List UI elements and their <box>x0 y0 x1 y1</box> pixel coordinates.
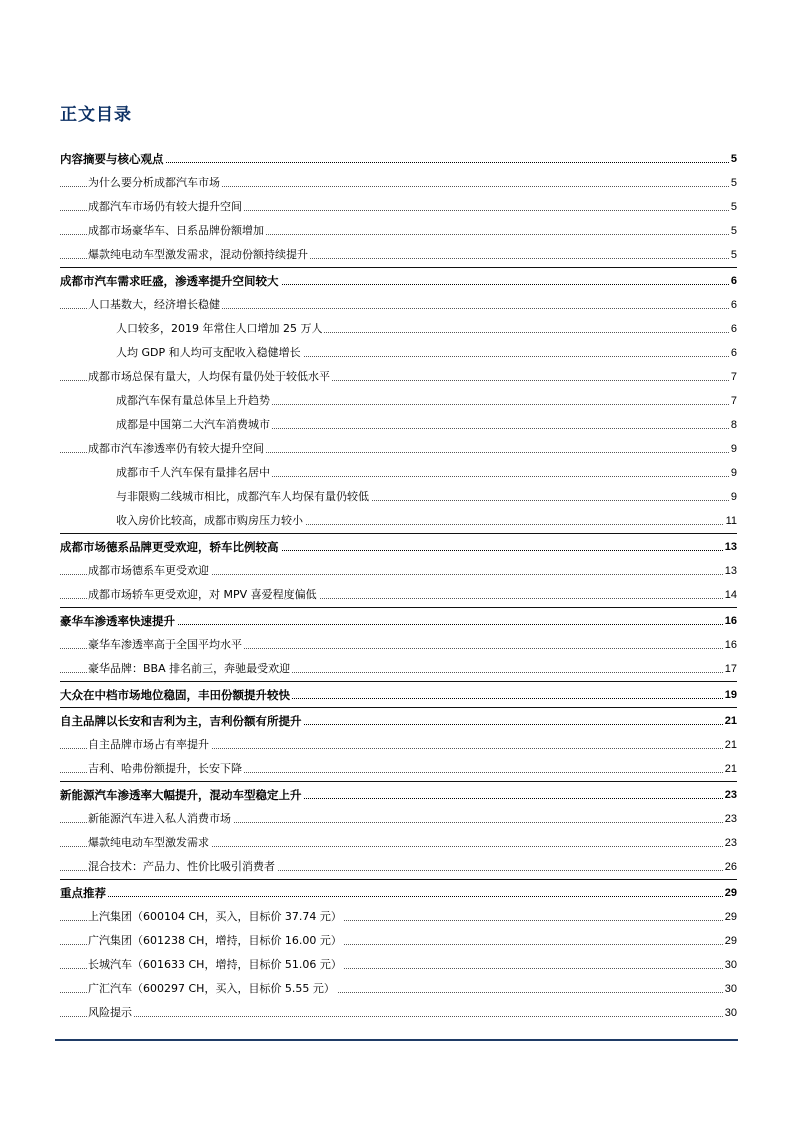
toc-entry-label: 成都市场轿车更受欢迎，对 MPV 喜爱程度偏低 <box>88 588 317 601</box>
toc-entry-page-number: 29 <box>724 935 737 947</box>
toc-entry-level-2[interactable] <box>60 1001 737 1025</box>
toc-entry-level-2[interactable] <box>60 365 737 389</box>
toc-entry-level-3[interactable] <box>60 485 737 509</box>
toc-entry-page-number: 30 <box>724 959 737 971</box>
toc-entry-level-2[interactable] <box>60 977 737 1001</box>
toc-entry-level-1[interactable] <box>60 269 737 293</box>
toc-entry-page-number: 5 <box>730 177 737 189</box>
toc-entry-level-2[interactable] <box>60 243 737 267</box>
toc-entry-label: 上汽集团（600104 CH，买入，目标价 37.74 元） <box>88 910 342 923</box>
toc-entry-page-number: 21 <box>724 715 737 727</box>
toc-entry-label: 吉利、哈弗份额提升，长安下降 <box>88 762 242 775</box>
toc-entry-level-1[interactable] <box>60 783 737 807</box>
toc-entry-page-number: 6 <box>730 323 737 335</box>
footer-rule <box>55 1039 738 1041</box>
toc-entry-level-3[interactable] <box>60 341 737 365</box>
toc-entry-page-number: 30 <box>724 1007 737 1019</box>
toc-entry-level-2[interactable] <box>60 657 737 681</box>
toc-entry-page-number: 9 <box>730 491 737 503</box>
toc-entry-page-number: 5 <box>730 153 737 165</box>
toc-entry-label: 与非限购二线城市相比，成都汽车人均保有量仍较低 <box>116 490 369 503</box>
toc-entry-label: 豪华车渗透率快速提升 <box>60 614 175 628</box>
toc-entry-level-1[interactable] <box>60 683 737 707</box>
toc-entry-label: 成都汽车保有量总体呈上升趋势 <box>116 394 270 407</box>
toc-entry-page-number: 5 <box>730 201 737 213</box>
toc-entry-level-2[interactable] <box>60 219 737 243</box>
toc-entry-page-number: 7 <box>730 395 737 407</box>
toc-entry-level-1[interactable] <box>60 535 737 559</box>
toc-entry-label: 人均 GDP 和人均可支配收入稳健增长 <box>116 346 301 359</box>
toc-entry-level-1[interactable] <box>60 147 737 171</box>
toc-entry-level-2[interactable] <box>60 905 737 929</box>
toc-entry-label: 人口基数大，经济增长稳健 <box>88 298 220 311</box>
toc-entry-level-2[interactable] <box>60 855 737 879</box>
toc-entry-label: 自主品牌以长安和吉利为主，吉利份额有所提升 <box>60 714 302 728</box>
toc-entry-label: 成都市场豪华车、日系品牌份额增加 <box>88 224 264 237</box>
toc-entry-page-number: 29 <box>724 911 737 923</box>
toc-entry-page-number: 7 <box>730 371 737 383</box>
toc-entry-page-number: 11 <box>725 515 737 527</box>
toc-entry-page-number: 9 <box>730 467 737 479</box>
toc-entry-label: 成都市场总保有量大，人均保有量仍处于较低水平 <box>88 370 330 383</box>
toc-entry-level-2[interactable] <box>60 807 737 831</box>
toc-entry-label: 为什么要分析成都汽车市场 <box>88 176 220 189</box>
toc-entry-label: 收入房价比较高，成都市购房压力较小 <box>116 514 303 527</box>
toc-entry-level-3[interactable] <box>60 317 737 341</box>
toc-entry-level-2[interactable] <box>60 929 737 953</box>
toc-entry-page-number: 6 <box>730 347 737 359</box>
toc-entry-level-2[interactable] <box>60 953 737 977</box>
toc-entry-level-1[interactable] <box>60 709 737 733</box>
toc-entry-label: 成都市汽车需求旺盛，渗透率提升空间较大 <box>60 274 279 288</box>
toc-entry-page-number: 6 <box>730 275 737 287</box>
toc-entry-page-number: 21 <box>724 763 737 775</box>
toc-entry-label: 爆款纯电动车型激发需求 <box>88 836 209 849</box>
toc-entry-page-number: 16 <box>724 639 737 651</box>
toc-entry-label: 大众在中档市场地位稳固，丰田份额提升较快 <box>60 688 290 702</box>
toc-entry-page-number: 8 <box>730 419 737 431</box>
dot-leader <box>60 896 737 897</box>
toc-entry-label: 广汽集团（601238 CH，增持，目标价 16.00 元） <box>88 934 342 947</box>
toc-entry-page-number: 16 <box>724 615 737 627</box>
dot-leader <box>60 1016 737 1017</box>
toc-entry-level-3[interactable] <box>60 413 737 437</box>
toc-entry-page-number: 13 <box>724 541 737 553</box>
toc-entry-level-2[interactable] <box>60 831 737 855</box>
toc-entry-page-number: 23 <box>724 789 737 801</box>
toc-entry-label: 豪华车渗透率高于全国平均水平 <box>88 638 242 651</box>
toc-entry-page-number: 23 <box>724 813 737 825</box>
toc-entry-page-number: 14 <box>724 589 737 601</box>
toc-entry-level-2[interactable] <box>60 757 737 781</box>
toc-entry-label: 混合技术：产品力、性价比吸引消费者 <box>88 860 275 873</box>
toc-entry-label: 新能源汽车渗透率大幅提升，混动车型稳定上升 <box>60 788 302 802</box>
toc-entry-level-2[interactable] <box>60 559 737 583</box>
toc-entry-page-number: 17 <box>724 663 737 675</box>
toc-entry-level-2[interactable] <box>60 171 737 195</box>
toc-entry-page-number: 9 <box>730 443 737 455</box>
toc-entry-label: 豪华品牌：BBA 排名前三，奔驰最受欢迎 <box>88 662 291 675</box>
toc-entry-page-number: 29 <box>724 887 737 899</box>
toc-entry-page-number: 21 <box>724 739 737 751</box>
toc-entry-level-1[interactable] <box>60 609 737 633</box>
toc-entry-page-number: 5 <box>730 249 737 261</box>
toc-entry-label: 成都汽车市场仍有较大提升空间 <box>88 200 242 213</box>
toc-entry-level-2[interactable] <box>60 195 737 219</box>
toc-entry-label: 自主品牌市场占有率提升 <box>88 738 209 751</box>
toc-entry-page-number: 19 <box>724 689 737 701</box>
toc-entry-label: 成都市千人汽车保有量排名居中 <box>116 466 270 479</box>
toc-entry-label: 成都是中国第二大汽车消费城市 <box>116 418 270 431</box>
toc-entry-label: 人口较多，2019 年常住人口增加 25 万人 <box>116 322 323 335</box>
toc-entry-label: 爆款纯电动车型激发需求，混动份额持续提升 <box>88 248 308 261</box>
toc-entry-level-3[interactable] <box>60 509 737 533</box>
toc-entry-label: 内容摘要与核心观点 <box>60 152 164 166</box>
toc-entry-level-2[interactable] <box>60 293 737 317</box>
toc-entry-label: 新能源汽车进入私人消费市场 <box>88 812 231 825</box>
toc-entry-level-3[interactable] <box>60 461 737 485</box>
toc-entry-level-2[interactable] <box>60 583 737 607</box>
toc-entry-level-2[interactable] <box>60 633 737 657</box>
toc-entry-page-number: 26 <box>724 861 737 873</box>
toc-entry-label: 成都市场德系品牌更受欢迎，轿车比例较高 <box>60 540 279 554</box>
toc-entry-page-number: 23 <box>724 837 737 849</box>
toc-entry-label: 重点推荐 <box>60 886 106 900</box>
toc-title: 正文目录 <box>60 105 132 125</box>
toc-entry-label: 风险提示 <box>88 1006 132 1019</box>
toc-entry-label: 成都市汽车渗透率仍有较大提升空间 <box>88 442 264 455</box>
toc-entry-label: 广汇汽车（600297 CH，买入，目标价 5.55 元） <box>88 982 335 995</box>
toc-entry-label: 成都市场德系车更受欢迎 <box>88 564 209 577</box>
toc-entry-level-2[interactable] <box>60 733 737 757</box>
toc-entry-page-number: 5 <box>730 225 737 237</box>
toc-entry-label: 长城汽车（601633 CH，增持，目标价 51.06 元） <box>88 958 342 971</box>
toc-entry-page-number: 30 <box>724 983 737 995</box>
toc-entry-page-number: 6 <box>730 299 737 311</box>
table-of-contents <box>60 145 737 1025</box>
toc-entry-level-3[interactable] <box>60 389 737 413</box>
toc-entry-level-1[interactable] <box>60 881 737 905</box>
toc-entry-page-number: 13 <box>724 565 737 577</box>
toc-entry-level-2[interactable] <box>60 437 737 461</box>
